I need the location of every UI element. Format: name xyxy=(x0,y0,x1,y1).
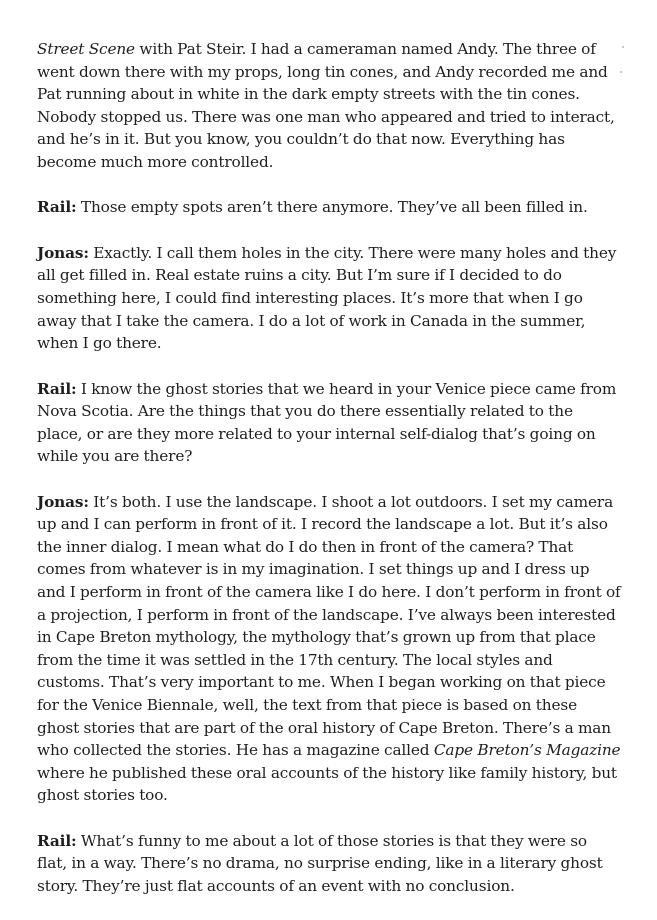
paragraph-text: I know the ghost stories that we heard in your Venice piece came from Nova Scotia. Are the things that you do there essentially related to the place, or are they more related to your internal self-dialog that’s going on while you are there? xyxy=(37,379,617,466)
speaker-label: Jonas: xyxy=(37,492,89,511)
speaker-label: Rail: xyxy=(37,831,77,850)
paragraph-jonas-1 xyxy=(37,242,621,355)
paragraph-text: What’s funny to me about a lot of those stories is that they were so flat, in a way. There’s no drama, no surprise ending, like in a literary ghost story. They’re just flat accounts of an event with no conclusion. xyxy=(37,831,603,895)
italic-title: Cape Breton’s Magazine xyxy=(433,741,621,760)
paragraph-jonas-2 xyxy=(37,491,621,807)
paragraph-text: It’s both. I use the landscape. I shoot a lot outdoors. I set my camera up and I can perform in front of it. I record the landscape a lot. But it’s also the inner dialog. I mean what do I do then in front of the camera? That comes from whatever is in my imagination. I set things up and I dress up and I perform in front of the camera like I do here. I don’t perform in front of a projection, I perform in front of the landscape. I’ve always been interested in Cape Breton mythology, the mythology that’s grown up from that place from the time it was settled in the 17th century. The local styles and customs. That’s very important to me. When I began working on that piece for the Venice Biennale, well, the text from that piece is based on these ghost stories that are part of the oral history of Cape Breton. There’s a man who collected the stories. He has a magazine called xyxy=(37,492,621,760)
italic-title: Street Scene xyxy=(37,40,135,58)
speaker-label: Rail: xyxy=(37,379,77,398)
paragraph-text: with Pat Steir. I had a cameraman named Andy. The three of went down there with my props, long tin cones, and Andy recorded me and Pat running about in white in the dark empty streets with the tin cones. Nobody stopped us. There was one man who appeared and tried to interact, and he’s in it. But you know, you couldn’t do that now. Everything has become much more controlled. xyxy=(37,40,615,171)
speaker-label: Rail: xyxy=(37,198,77,217)
paragraph-text: Exactly. I call them holes in the city. There were many holes and they all get filled in. Real estate ruins a city. But I’m sure if I decided to do something here, I could find interesting places. It’s more that when I go away that I take the camera. I do a lot of work in Canada in the summer, when I go there. xyxy=(37,243,617,353)
paragraph-intro-continuation xyxy=(37,38,621,174)
paragraph-text: where he published these oral accounts of the history like family history, but ghost stories too. xyxy=(37,763,617,805)
paragraph-rail-1 xyxy=(37,196,621,219)
paragraph-rail-3 xyxy=(37,830,621,898)
paragraph-text: Those empty spots aren’t there anymore. They’ve all been filled in. xyxy=(76,198,588,217)
paragraph-rail-2 xyxy=(37,378,621,468)
scan-speck xyxy=(622,46,624,48)
interview-transcript xyxy=(37,38,621,920)
speaker-label: Jonas: xyxy=(37,243,89,262)
